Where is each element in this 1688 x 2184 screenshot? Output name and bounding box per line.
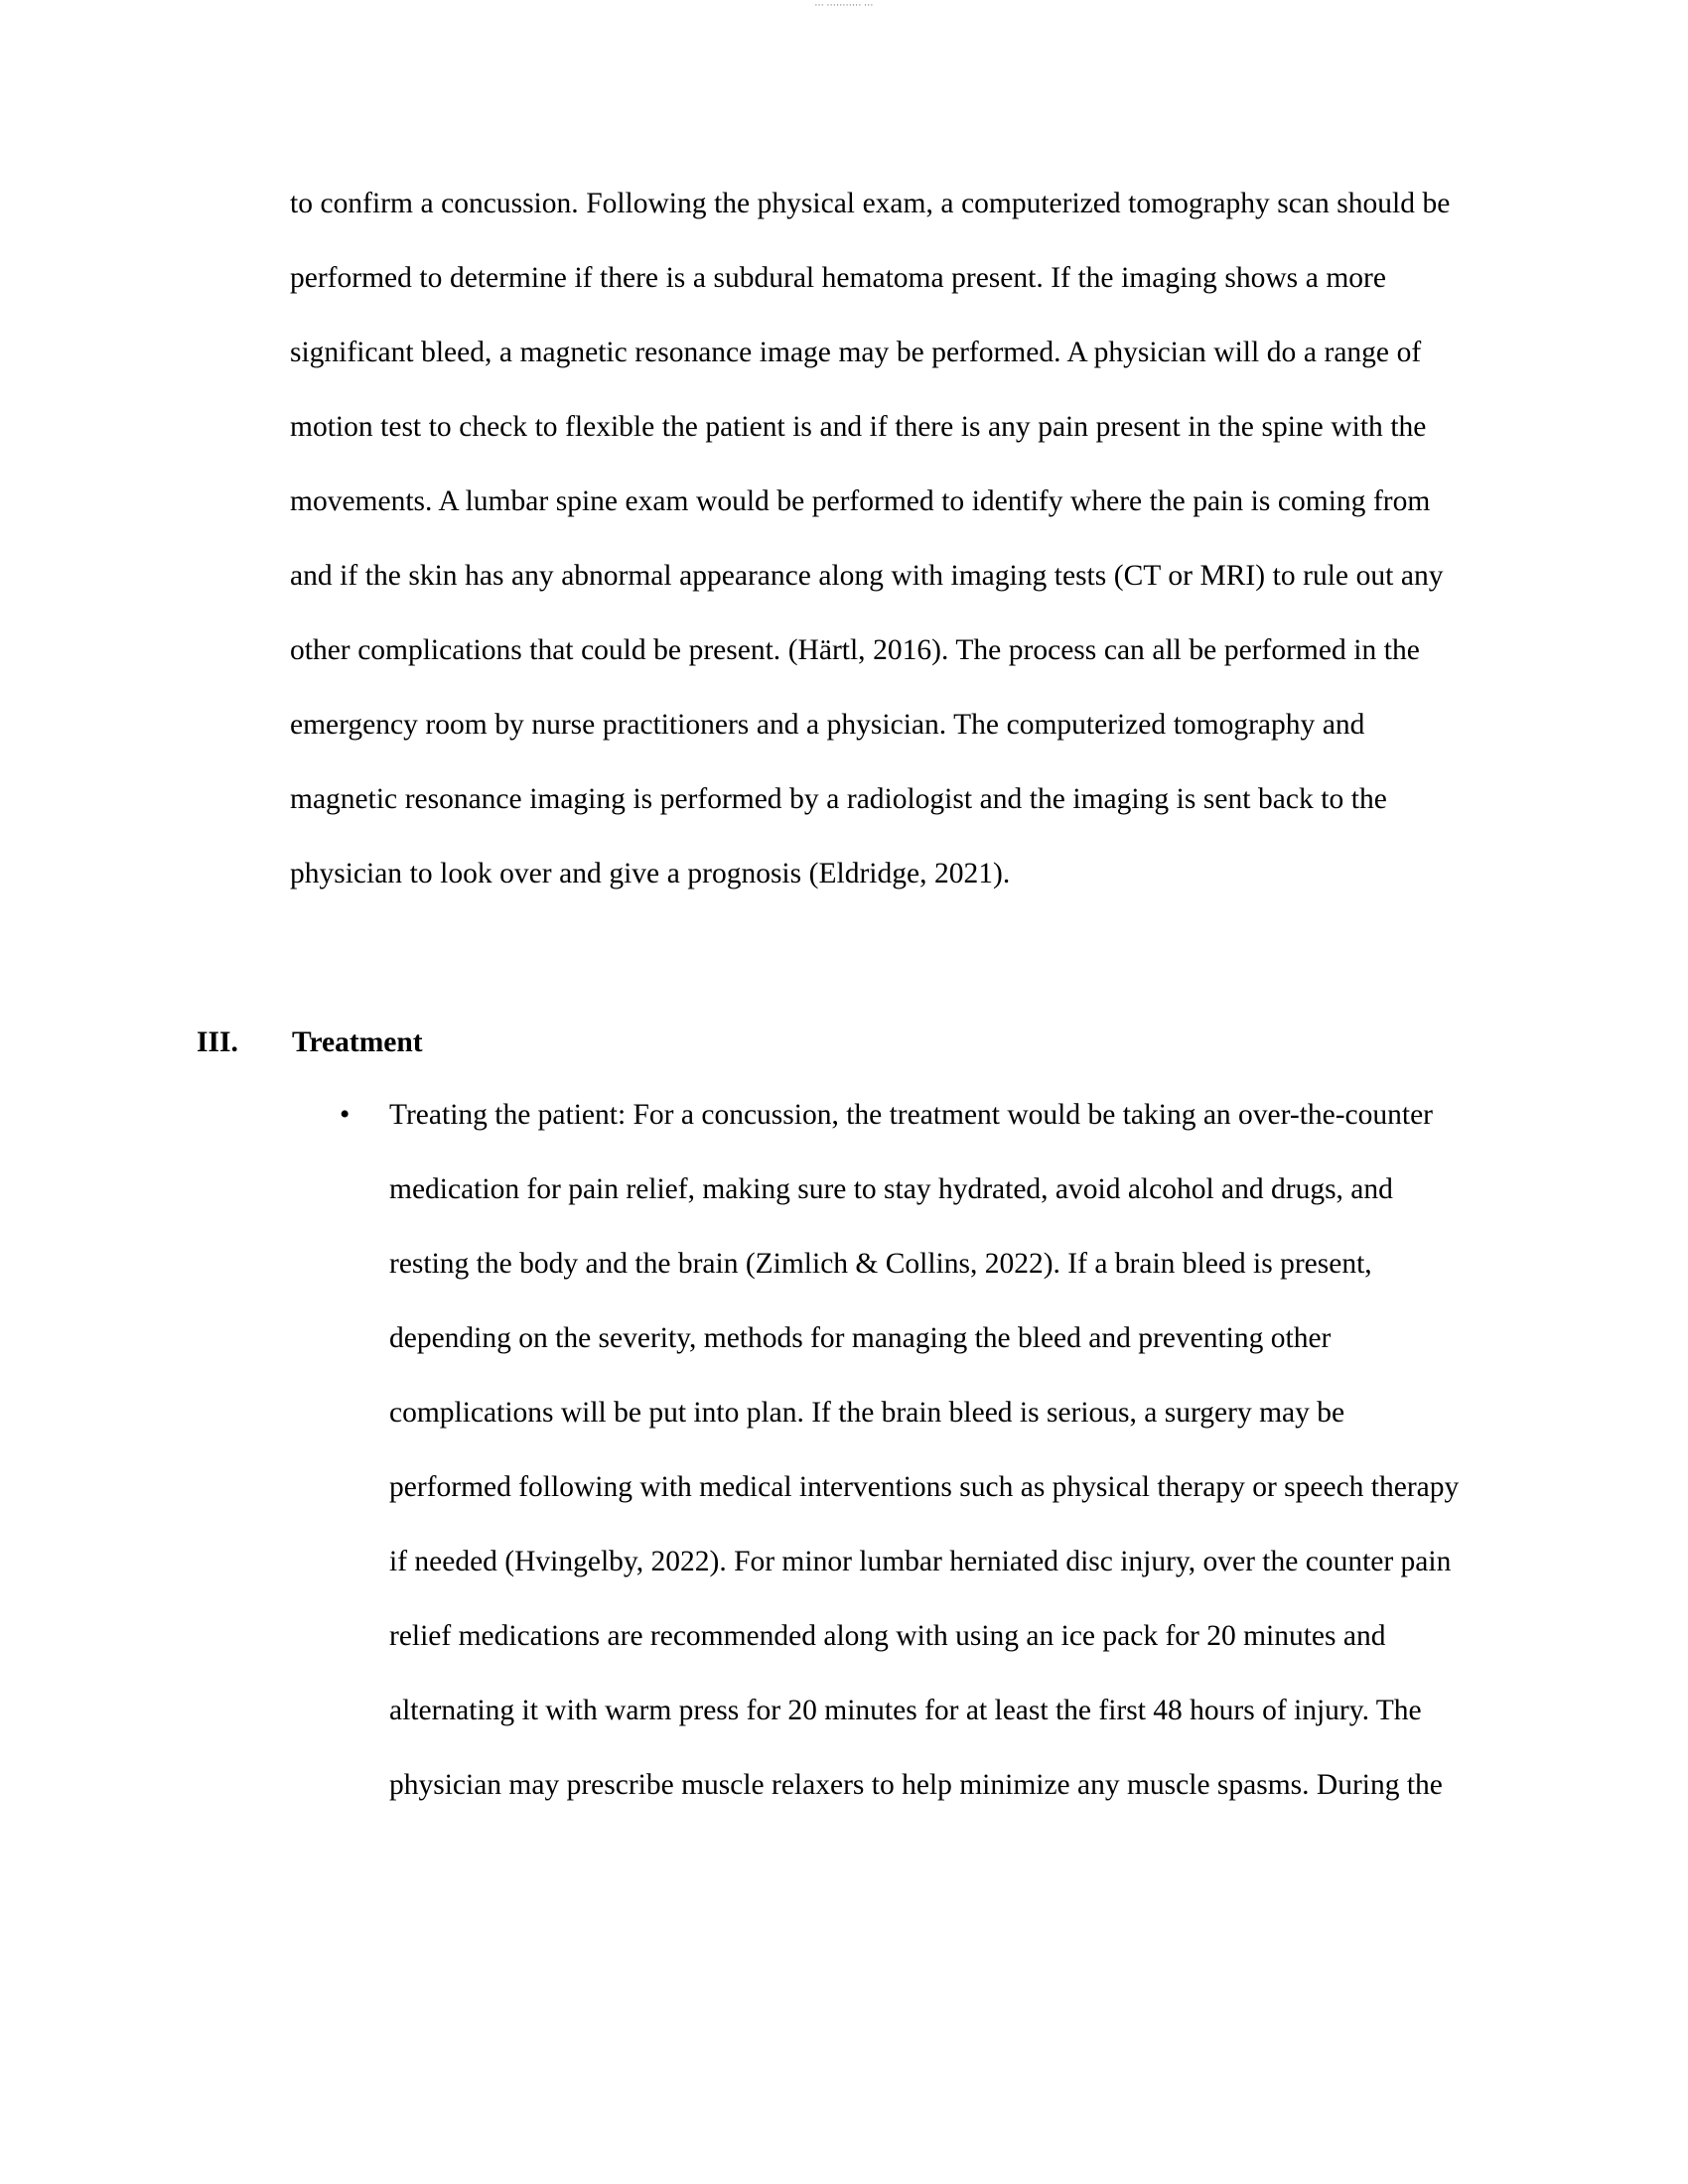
section-heading-title: Treatment xyxy=(292,1026,423,1058)
running-header: ··· ··········· ··· xyxy=(814,0,874,10)
list-item-text: Treating the patient: For a concussion, the treatment would be taking an over-the-counter medication for pain relief, making sure to stay hydrated, avoid alcohol and drugs, and resting the body and the brain (Zimlich & Collins, 2022). If a brain bleed is present, depending on the severity, methods for managing the bleed and preventing other complications will be put into plan. If the brain bleed is serious, a surgery may be performed following with medical interventions such as physical therapy or speech therapy if needed (Hvingelby, 2022). For minor lumbar herniated disc injury, over the counter pain relief medications are recommended along with using an ice pack for 20 minutes and alternating it with warm press for 20 minutes for at least the first 48 hours of injury. The physician may prescribe muscle relaxers to help minimize any muscle spasms. During the xyxy=(389,1099,1460,1801)
list-item xyxy=(328,1078,1468,1823)
bullet-point-icon: • xyxy=(340,1099,351,1131)
section-heading-numeral: III. xyxy=(197,1026,238,1058)
document-body xyxy=(290,167,1460,911)
list-item-body xyxy=(389,1078,1468,1823)
paragraph-diagnosis: to confirm a concussion. Following the physical exam, a computerized tomography scan should be performed to determine if there is a subdural hematoma present. If the imaging shows a more significant bleed, a magnetic resonance image may be performed. A physician will do a range of motion test to check to flexible the patient is and if there is any pain present in the spine with the movements. A lumbar spine exam would be performed to identify where the pain is coming from and if the skin has any abnormal appearance along with imaging tests (CT or MRI) to rule out any other complications that could be present. (Härtl, 2016). The process can all be performed in the emergency room by nurse practitioners and a physician. The computerized tomography and magnetic resonance imaging is performed by a radiologist and the imaging is sent back to the physician to look over and give a prognosis (Eldridge, 2021). xyxy=(290,188,1451,889)
section-heading-treatment xyxy=(197,1006,1468,1080)
treatment-bullet-list xyxy=(328,1078,1468,1823)
